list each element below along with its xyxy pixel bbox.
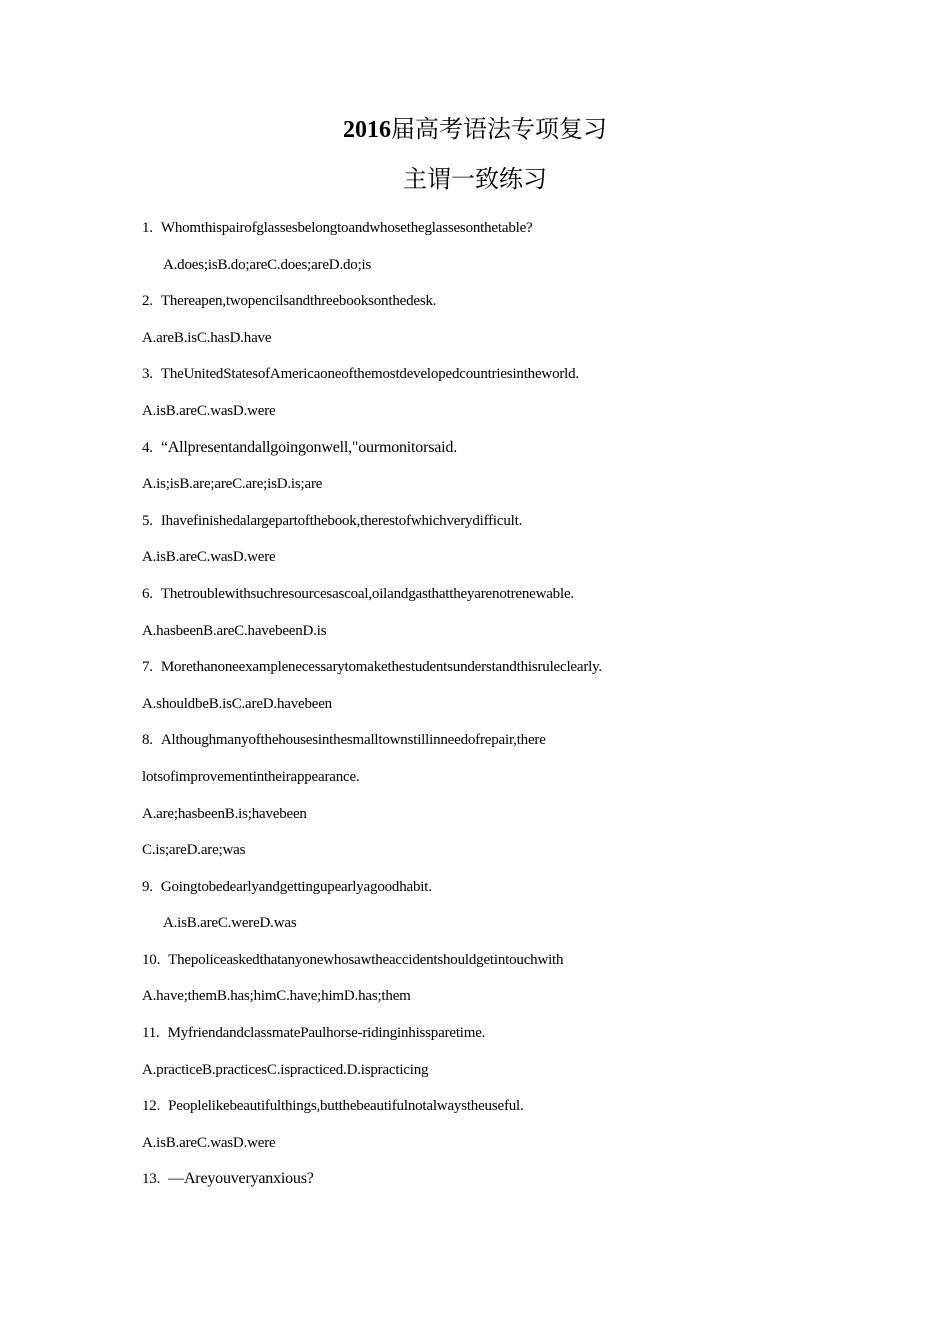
question-number: 8.: [142, 732, 153, 749]
question-6: [142, 576, 842, 613]
question-number: 5.: [142, 512, 153, 529]
question-10: [142, 942, 842, 979]
question-text: Whomthispairofglassesbelongtoandwhosetheglassesonthetable?: [160, 220, 533, 236]
question-number: 9.: [142, 878, 153, 895]
question-12: [142, 1088, 842, 1125]
question-text: —Areyouveryanxious?: [168, 1170, 314, 1188]
question-9: [142, 869, 842, 906]
question-text: Althoughmanyofthehousesinthesmalltownstillinneedofrepair,there: [160, 732, 546, 749]
answer-options-4: A.is;isB.are;areC.are;isD.is;are: [142, 476, 323, 493]
answer-options-6: A.hasbeenB.areC.havebeenD.is: [142, 622, 327, 639]
answer-options-8a: A.are;hasbeenB.is;havebeen: [142, 805, 307, 822]
question-number: 4.: [142, 439, 153, 456]
question-8-continued: lotsofimprovementintheirappearance.: [142, 768, 360, 785]
question-number: 13.: [142, 1171, 161, 1188]
answer-options-12: A.isB.areC.wasD.were: [142, 1134, 276, 1151]
answer-options-9: A.isB.areC.wereD.was: [163, 915, 297, 932]
question-8: [142, 722, 842, 759]
question-13: [142, 1161, 842, 1198]
answer-options-7: A.shouldbeB.isC.areD.havebeen: [142, 695, 332, 712]
question-text: Morethanoneexamplenecessarytomakethestudentsunderstandthisruleclearly.: [160, 659, 602, 676]
question-3: [142, 356, 842, 393]
question-number: 2.: [142, 293, 153, 310]
title-block: [0, 110, 950, 200]
answer-options-2: A.areB.isC.hasD.have: [142, 329, 272, 346]
question-text: TheUnitedStatesofAmericaoneofthemostdevelopedcountriesintheworld.: [160, 366, 579, 383]
answer-options-5: A.isB.areC.wasD.were: [142, 549, 276, 566]
question-text: Thetroublewithsuchresourcesascoal,oilandgasthattheyarenotrenewable.: [160, 585, 574, 602]
question-number: 12.: [142, 1098, 161, 1115]
question-4: [142, 430, 842, 467]
question-text: “Allpresentandallgoingonwell,"ourmonitorsaid.: [160, 438, 457, 456]
question-number: 10.: [142, 951, 161, 968]
title-year: 2016: [343, 117, 391, 143]
question-number: 3.: [142, 366, 153, 383]
question-7: [142, 649, 842, 686]
question-number: 6.: [142, 585, 153, 602]
answer-options-1: A.does;isB.do;areC.does;areD.do;is: [163, 256, 372, 273]
page-title: [0, 110, 950, 150]
question-text: MyfriendandclassmatePaulhorse-ridinginhissparetime.: [167, 1025, 486, 1042]
question-2: [142, 283, 842, 320]
question-text: Peoplelikebeautifulthings,butthebeautifulnotalwaystheuseful.: [168, 1098, 524, 1115]
title-text: 届高考语法专项复习: [391, 117, 607, 143]
answer-options-10: A.have;themB.has;himC.have;himD.has;them: [142, 988, 411, 1005]
question-5: [142, 503, 842, 540]
exercise-list: [142, 210, 842, 1198]
question-text: Ihavefinishedalargepartofthebook,therestofwhichverydifficult.: [160, 512, 523, 529]
question-number: 11.: [142, 1025, 160, 1042]
page-subtitle: 主谓一致练习: [403, 167, 547, 193]
question-text: Thepoliceaskedthatanyonewhosawtheaccidentshouldgetintouchwith: [168, 951, 564, 968]
question-number: 7.: [142, 659, 153, 676]
question-text: Goingtobedearlyandgettingupearlyagoodhabit.: [160, 878, 432, 895]
question-1: [142, 210, 842, 247]
question-11: [142, 1015, 842, 1052]
answer-options-11: A.practiceB.practicesC.ispracticed.D.ispracticing: [142, 1061, 429, 1078]
answer-options-3: A.isB.areC.wasD.were: [142, 402, 276, 419]
answer-options-8b: C.is;areD.are;was: [142, 842, 246, 859]
question-number: 1.: [142, 220, 153, 236]
question-text: Thereapen,twopencilsandthreebooksonthedesk.: [160, 293, 437, 310]
